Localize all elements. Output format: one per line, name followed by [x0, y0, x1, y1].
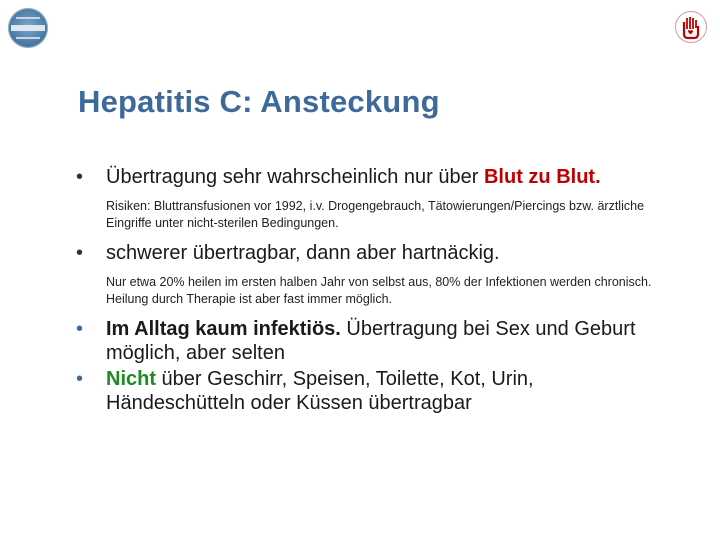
bullet-item-transmission	[76, 165, 676, 189]
bullet-text: schwerer übertragbar, dann aber hartnäckig.	[106, 242, 500, 264]
bullet-subtext-chronic: Nur etwa 20% heilen im ersten halben Jahr von selbst aus, 80% der Infektionen werden chronisch. Heilung durch Therapie ist aber fast immer möglich.	[106, 275, 652, 306]
bullet-bold-text: Im Alltag kaum infektiös.	[106, 318, 341, 340]
bullet-dot: •	[76, 166, 84, 188]
logo-line	[16, 37, 40, 39]
bullet-dot: •	[76, 242, 84, 264]
highlight-not: Nicht	[106, 368, 156, 390]
circular-network-logo	[8, 8, 48, 48]
bullet-text: Übertragung bei Sex und Geburt möglich, aber selten	[106, 318, 636, 364]
bullet-item-everyday	[76, 317, 676, 365]
logo-band	[11, 25, 45, 31]
hand-heart-logo	[674, 10, 708, 44]
page-title: Hepatitis C: Ansteckung	[78, 84, 440, 119]
bullet-subtext-risks: Risiken: Bluttransfusionen vor 1992, i.v. Drogengebrauch, Tätowierungen/Piercings bzw. ärztliche Eingriffe unter nicht-sterilen Bedingungen.	[106, 199, 645, 230]
logo-line	[16, 17, 40, 19]
bullet-item-persistence	[76, 241, 676, 265]
bullet-dot: •	[76, 318, 84, 340]
bullet-text: über Geschirr, Speisen, Toilette, Kot, Urin, Händeschütteln oder Küssen übertragbar	[106, 368, 534, 414]
highlight-blood: Blut zu Blut.	[483, 166, 601, 188]
bullet-item-not-transmitted	[76, 367, 676, 415]
bullet-text: Übertragung sehr wahrscheinlich nur über	[106, 166, 484, 188]
bullet-list	[76, 165, 676, 415]
bullet-dot: •	[76, 368, 84, 390]
